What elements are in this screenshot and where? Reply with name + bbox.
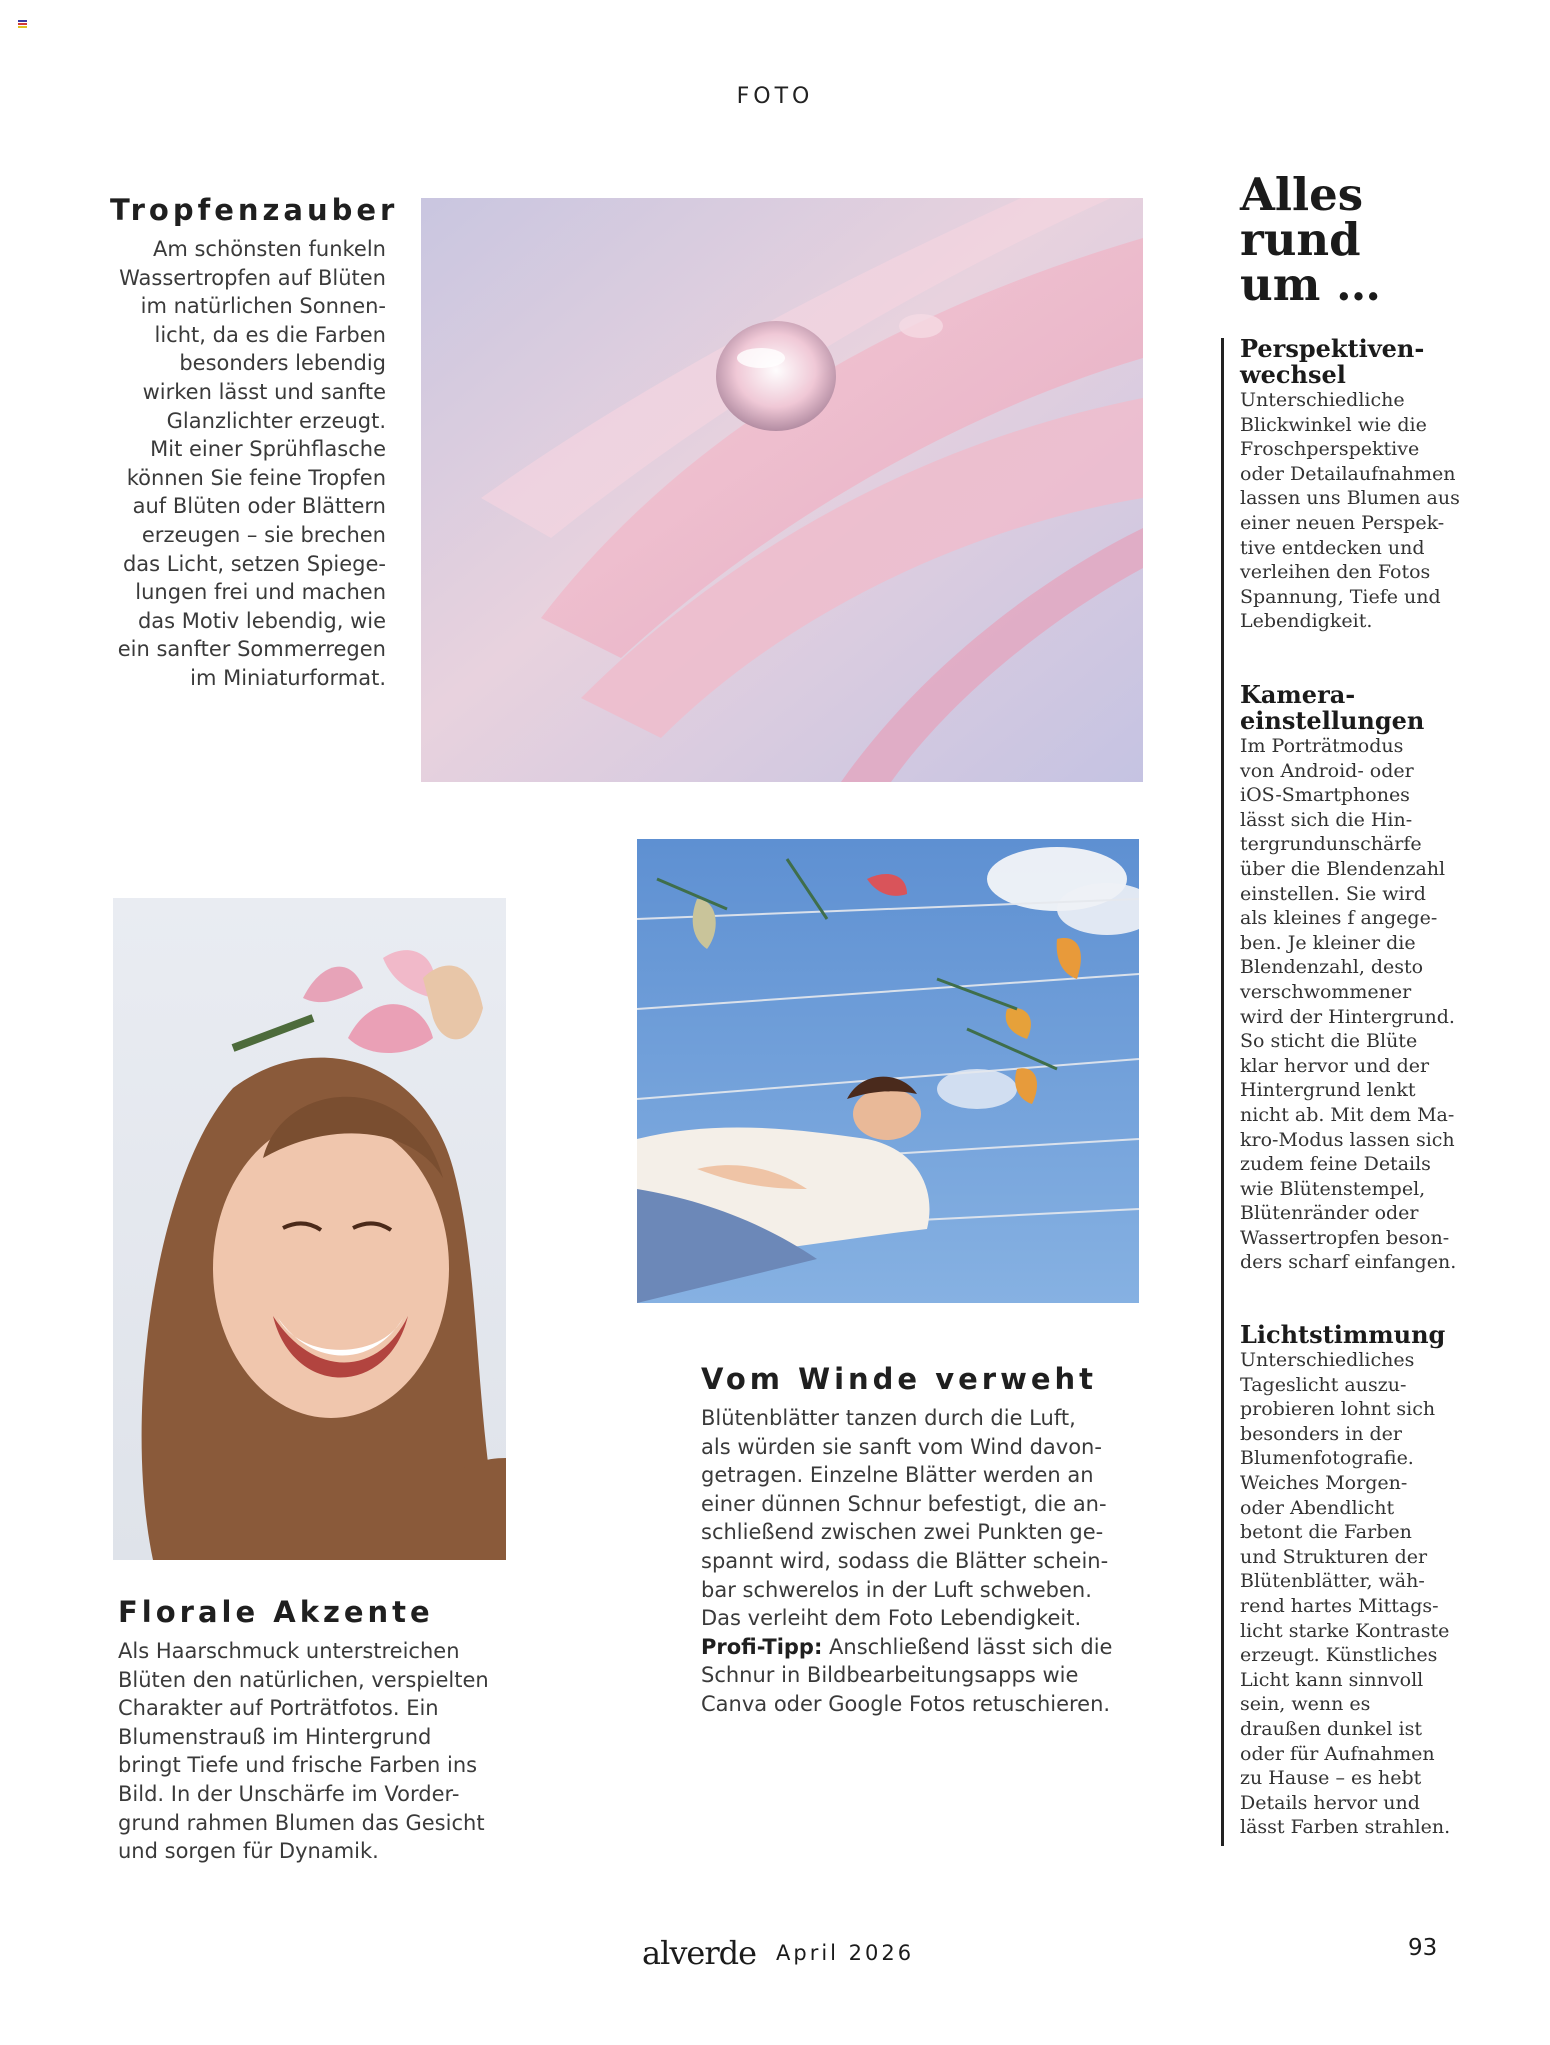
- sidebar-text-line: oder Detailaufnahmen: [1240, 462, 1456, 485]
- text-line: lungen frei und machen: [135, 580, 386, 605]
- sidebar-section-text: [1240, 734, 1460, 1275]
- text-line: und sorgen für Dynamik.: [118, 1839, 379, 1864]
- sidebar-section-lichtstimmung: [1240, 1322, 1460, 1840]
- text-line: schließend zwischen zwei Punkten ge-: [701, 1520, 1104, 1545]
- sidebar-text-line: ben. Je kleiner die: [1240, 931, 1416, 954]
- sidebar-title: [1240, 168, 1381, 311]
- text-line: Charakter auf Porträtfotos. Ein: [118, 1696, 439, 1721]
- sidebar-text-line: zu Hause – es hebt: [1240, 1767, 1422, 1790]
- sidebar-text-line: erzeugt. Künstliches: [1240, 1644, 1438, 1667]
- sidebar-title-line: Alles: [1240, 168, 1364, 221]
- sidebar-text-line: Blickwinkel wie die: [1240, 413, 1427, 436]
- sidebar-text-line: klar hervor und der: [1240, 1054, 1430, 1077]
- sidebar-text-line: von Android- oder: [1240, 759, 1414, 782]
- text-line: bringt Tiefe und frische Farben ins: [118, 1753, 478, 1778]
- sidebar-text-line: Tageslicht auszu-: [1240, 1373, 1407, 1396]
- sidebar-section-heading: [1240, 682, 1460, 734]
- sidebar-text-line: tergrundunschärfe: [1240, 833, 1422, 856]
- sidebar-text-line: betont die Farben: [1240, 1521, 1412, 1544]
- page-number: 93: [1408, 1935, 1438, 1961]
- alverde-logo: alverde: [642, 1934, 757, 1972]
- text-line: im Miniaturformat.: [190, 665, 386, 690]
- sidebar-section-heading: [1240, 336, 1460, 388]
- winde-title: Vom Winde verweht: [701, 1362, 1098, 1396]
- sidebar-title-line: um …: [1240, 258, 1381, 311]
- text-line: Am schönsten funkeln: [152, 237, 386, 261]
- text-line: Blütenblätter tanzen durch die Luft,: [701, 1406, 1076, 1430]
- sidebar-text-line: verleihen den Fotos: [1240, 561, 1431, 584]
- sidebar-text-line: kro-Modus lassen sich: [1240, 1128, 1455, 1151]
- sidebar-text-line: Blütenränder oder: [1240, 1202, 1419, 1225]
- text-line: getragen. Einzelne Blätter werden an: [701, 1463, 1094, 1488]
- text-line: wirken lässt und sanfte: [142, 379, 386, 404]
- profi-tipp-line: [701, 1633, 1121, 1662]
- text-line: erzeugen – sie brechen: [141, 522, 386, 547]
- sidebar-text-line: Weiches Morgen-: [1240, 1471, 1408, 1494]
- sidebar-text-line: So sticht die Blüte: [1240, 1030, 1418, 1053]
- sidebar-heading-line: Lichtstimmung: [1240, 1320, 1446, 1349]
- sidebar-rule: [1221, 338, 1224, 1846]
- sidebar-text-line: wird der Hintergrund.: [1240, 1005, 1455, 1028]
- tropfenzauber-title: Tropfenzauber: [110, 193, 399, 227]
- text-line: Blüten den natürlichen, verspielten: [118, 1667, 489, 1692]
- sidebar-text-line: Unterschiedliche: [1240, 389, 1405, 411]
- text-line: einer dünnen Schnur befestigt, die an-: [701, 1491, 1107, 1516]
- sidebar-heading-line: Perspektiven-: [1240, 334, 1425, 363]
- text-line: licht, da es die Farben: [154, 322, 386, 347]
- sidebar-text-line: lässt Farben strahlen.: [1240, 1816, 1451, 1839]
- sidebar-text-line: oder für Aufnahmen: [1240, 1742, 1435, 1765]
- sidebar-section-kameraeinstellungen: [1240, 682, 1460, 1275]
- water-drop-photo: [421, 198, 1143, 782]
- text-line: spannt wird, sodass die Blätter schein-: [701, 1548, 1109, 1573]
- sidebar-text-line: einer neuen Perspek-: [1240, 511, 1445, 534]
- text-line: Blumenstrauß im Hintergrund: [118, 1724, 432, 1749]
- floating-flowers-photo: [637, 839, 1139, 1303]
- profi-tipp-text: Anschließend lässt sich die: [822, 1634, 1113, 1659]
- sidebar-text-line: ders scharf einfangen.: [1240, 1251, 1457, 1274]
- sidebar-text-line: probieren lohnt sich: [1240, 1398, 1436, 1421]
- section-label: FOTO: [736, 84, 814, 109]
- tropfenzauber-text: [80, 235, 386, 693]
- sidebar-text-line: Spannung, Tiefe und: [1240, 585, 1441, 608]
- sidebar-text-line: licht starke Kontraste: [1240, 1619, 1450, 1642]
- sidebar-text-line: verschwommener: [1240, 980, 1412, 1003]
- sidebar-heading-line: Kamera-: [1240, 680, 1356, 709]
- sidebar-text-line: zudem feine Details: [1240, 1153, 1431, 1176]
- text-line: Als Haarschmuck unterstreichen: [118, 1639, 460, 1663]
- issue-date: April 2026: [776, 1941, 915, 1965]
- text-line: können Sie feine Tropfen: [126, 465, 386, 490]
- text-line: grund rahmen Blumen das Gesicht: [118, 1810, 485, 1835]
- text-line: im natürlichen Sonnen-: [140, 294, 386, 319]
- sidebar-text-line: Licht kann sinnvoll: [1240, 1668, 1424, 1691]
- text-line: das Motiv lebendig, wie: [137, 608, 386, 633]
- sidebar-text-line: rend hartes Mittags-: [1240, 1594, 1439, 1617]
- sidebar-title-line: rund: [1240, 213, 1361, 266]
- sidebar-text-line: tive entdecken und: [1240, 536, 1425, 559]
- sidebar-text-line: iOS-Smartphones: [1240, 784, 1410, 807]
- sidebar-text-line: Blumenfotografie.: [1240, 1447, 1414, 1470]
- sidebar-text-line: wie Blütenstempel,: [1240, 1177, 1426, 1200]
- sidebar-heading-line: einstellungen: [1240, 706, 1425, 735]
- sidebar-text-line: sein, wenn es: [1240, 1693, 1371, 1716]
- sidebar-text-line: besonders in der: [1240, 1422, 1402, 1445]
- text-line: besonders lebendig: [179, 351, 386, 376]
- text-line: auf Blüten oder Blättern: [132, 494, 386, 519]
- sidebar-text-line: oder Abendlicht: [1240, 1496, 1395, 1519]
- text-line: als würden sie sanft vom Wind davon-: [701, 1434, 1102, 1459]
- florale-text: [118, 1637, 498, 1866]
- sidebar-section-text: [1240, 1348, 1460, 1840]
- text-line: Wassertropfen auf Blüten: [119, 265, 386, 290]
- sidebar-text-line: Hintergrund lenkt: [1240, 1079, 1416, 1102]
- sidebar-text-line: Unterschiedliches: [1240, 1349, 1415, 1371]
- sidebar-text-line: lässt sich die Hin-: [1240, 808, 1413, 831]
- text-line: Mit einer Sprühflasche: [150, 437, 386, 462]
- sidebar-section-text: [1240, 388, 1460, 634]
- text-line: bar schwerelos in der Luft schweben.: [701, 1577, 1092, 1602]
- sidebar-text-line: draußen dunkel ist: [1240, 1717, 1422, 1740]
- text-line: Das verleiht dem Foto Lebendigkeit.: [701, 1606, 1082, 1631]
- sidebar-text-line: und Strukturen der: [1240, 1545, 1428, 1568]
- text-line: Canva oder Google Fotos retuschieren.: [701, 1691, 1111, 1716]
- sidebar-text-line: Wassertropfen beson-: [1240, 1226, 1450, 1249]
- florale-title: Florale Akzente: [118, 1595, 434, 1629]
- flag-icon: [18, 20, 27, 27]
- profi-tipp-label: Profi-Tipp:: [701, 1634, 823, 1659]
- sidebar-section-perspektivenwechsel: [1240, 336, 1460, 634]
- text-line: Schnur in Bildbearbeitungsapps wie: [701, 1663, 1079, 1688]
- sidebar-heading-line: wechsel: [1240, 360, 1346, 389]
- sidebar-text-line: Details hervor und: [1240, 1791, 1420, 1814]
- sidebar-text-line: nicht ab. Mit dem Ma-: [1240, 1103, 1455, 1126]
- sidebar-text-line: Lebendigkeit.: [1240, 610, 1373, 633]
- text-line: Glanzlichter erzeugt.: [166, 408, 386, 433]
- sidebar-text-line: als kleines f angege-: [1240, 907, 1438, 930]
- sidebar-text-line: Im Porträtmodus: [1240, 735, 1404, 757]
- text-line: das Licht, setzen Spiege-: [122, 551, 386, 576]
- sidebar-text-line: Froschperspektive: [1240, 438, 1420, 461]
- sidebar-text-line: Blendenzahl, desto: [1240, 956, 1424, 979]
- sidebar-text-line: einstellen. Sie wird: [1240, 882, 1426, 905]
- woman-with-flower-photo: [113, 898, 506, 1560]
- winde-text: [701, 1404, 1121, 1719]
- sidebar-text-line: lassen uns Blumen aus: [1240, 487, 1460, 510]
- sidebar-section-heading: [1240, 1322, 1460, 1348]
- sidebar-text-line: Blütenblätter, wäh-: [1240, 1570, 1425, 1593]
- text-line: ein sanfter Sommerregen: [117, 637, 386, 662]
- sidebar-text-line: über die Blendenzahl: [1240, 857, 1446, 880]
- text-line: Bild. In der Unschärfe im Vorder-: [118, 1781, 460, 1806]
